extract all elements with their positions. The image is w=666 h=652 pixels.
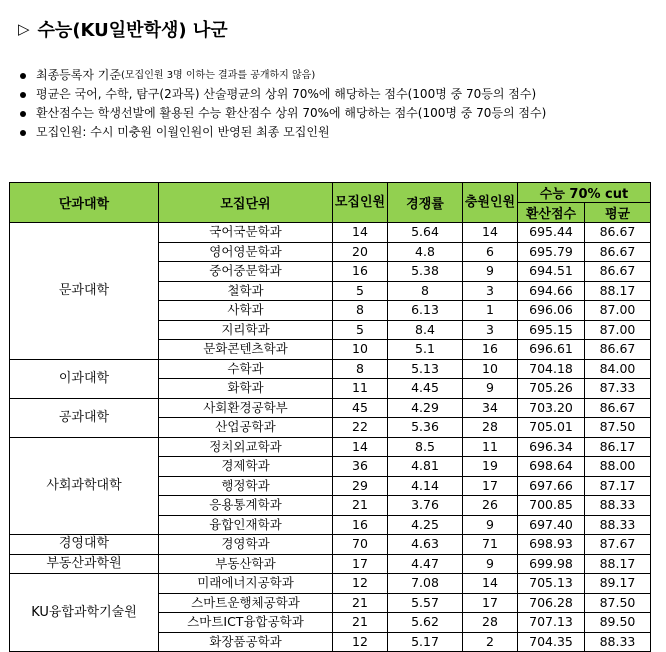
converted-score-cell: 705.01 <box>518 418 585 438</box>
page-title-text: 수능(KU일반학생) 나군 <box>37 20 228 41</box>
competition-cell: 3.76 <box>388 496 463 516</box>
average-cell: 88.17 <box>585 554 651 574</box>
competition-cell: 7.08 <box>388 574 463 594</box>
quota-cell: 36 <box>333 457 388 477</box>
header-quota: 모집인원 <box>333 183 388 223</box>
unit-cell: 부동산학과 <box>159 554 333 574</box>
converted-score-cell: 698.64 <box>518 457 585 477</box>
header-competition: 경쟁률 <box>388 183 463 223</box>
converted-score-cell: 707.13 <box>518 613 585 633</box>
converted-score-cell: 696.61 <box>518 340 585 360</box>
quota-cell: 8 <box>333 359 388 379</box>
note-text: 환산점수는 학생선발에 활용된 수능 환산점수 상위 70%에 해당하는 점수(100명 중 70등의 점수) <box>36 106 547 120</box>
competition-cell: 5.64 <box>388 223 463 243</box>
unit-cell: 미래에너지공학과 <box>159 574 333 594</box>
converted-score-cell: 704.35 <box>518 632 585 652</box>
converted-score-cell: 696.34 <box>518 437 585 457</box>
competition-cell: 4.47 <box>388 554 463 574</box>
average-cell: 86.67 <box>585 223 651 243</box>
table-row <box>10 398 651 418</box>
competition-cell: 5.62 <box>388 613 463 633</box>
converted-score-cell: 695.44 <box>518 223 585 243</box>
quota-cell: 20 <box>333 242 388 262</box>
college-cell: 부동산과학원 <box>10 554 159 574</box>
converted-score-cell: 699.98 <box>518 554 585 574</box>
table-body <box>10 223 651 652</box>
added-cell: 14 <box>463 223 518 243</box>
converted-score-cell: 705.13 <box>518 574 585 594</box>
quota-cell: 14 <box>333 223 388 243</box>
note-small-text: (모집인원 3명 이하는 결과를 공개하지 않음) <box>120 70 316 81</box>
average-cell: 87.00 <box>585 301 651 321</box>
average-cell: 86.67 <box>585 340 651 360</box>
average-cell: 86.67 <box>585 398 651 418</box>
table-row <box>10 574 651 594</box>
average-cell: 87.50 <box>585 418 651 438</box>
quota-cell: 8 <box>333 301 388 321</box>
added-cell: 16 <box>463 340 518 360</box>
unit-cell: 철학과 <box>159 281 333 301</box>
competition-cell: 5.17 <box>388 632 463 652</box>
added-cell: 9 <box>463 262 518 282</box>
added-cell: 1 <box>463 301 518 321</box>
unit-cell: 수학과 <box>159 359 333 379</box>
converted-score-cell: 694.51 <box>518 262 585 282</box>
header-converted: 환산점수 <box>518 203 585 223</box>
table-row <box>10 437 651 457</box>
quota-cell: 10 <box>333 340 388 360</box>
header-cut: 수능 70% cut <box>518 183 651 203</box>
added-cell: 10 <box>463 359 518 379</box>
added-cell: 3 <box>463 281 518 301</box>
competition-cell: 5.57 <box>388 593 463 613</box>
competition-cell: 5.38 <box>388 262 463 282</box>
competition-cell: 4.63 <box>388 535 463 555</box>
average-cell: 84.00 <box>585 359 651 379</box>
note-text: 모집인원: 수시 미충원 이월인원이 반영된 최종 모집인원 <box>36 125 330 139</box>
added-cell: 71 <box>463 535 518 555</box>
unit-cell: 응용통계학과 <box>159 496 333 516</box>
quota-cell: 16 <box>333 515 388 535</box>
unit-cell: 경제학과 <box>159 457 333 477</box>
converted-score-cell: 703.20 <box>518 398 585 418</box>
quota-cell: 70 <box>333 535 388 555</box>
college-cell: KU융합과학기술원 <box>10 574 159 652</box>
competition-cell: 5.36 <box>388 418 463 438</box>
converted-score-cell: 704.18 <box>518 359 585 379</box>
table-row <box>10 535 651 555</box>
quota-cell: 12 <box>333 574 388 594</box>
note-item <box>20 104 546 123</box>
unit-cell: 지리학과 <box>159 320 333 340</box>
average-cell: 89.50 <box>585 613 651 633</box>
competition-cell: 4.29 <box>388 398 463 418</box>
competition-cell: 4.25 <box>388 515 463 535</box>
unit-cell: 경영학과 <box>159 535 333 555</box>
admission-results-table <box>9 182 651 652</box>
added-cell: 6 <box>463 242 518 262</box>
quota-cell: 17 <box>333 554 388 574</box>
added-cell: 34 <box>463 398 518 418</box>
unit-cell: 화학과 <box>159 379 333 399</box>
converted-score-cell: 700.85 <box>518 496 585 516</box>
competition-cell: 5.1 <box>388 340 463 360</box>
competition-cell: 4.81 <box>388 457 463 477</box>
table-row <box>10 359 651 379</box>
converted-score-cell: 696.06 <box>518 301 585 321</box>
triangle-marker-icon: ▷ <box>18 20 30 38</box>
average-cell: 88.17 <box>585 281 651 301</box>
unit-cell: 사회환경공학부 <box>159 398 333 418</box>
unit-cell: 융합인재학과 <box>159 515 333 535</box>
college-cell: 공과대학 <box>10 398 159 437</box>
competition-cell: 6.13 <box>388 301 463 321</box>
added-cell: 28 <box>463 418 518 438</box>
quota-cell: 45 <box>333 398 388 418</box>
competition-cell: 8.4 <box>388 320 463 340</box>
quota-cell: 5 <box>333 320 388 340</box>
converted-score-cell: 698.93 <box>518 535 585 555</box>
converted-score-cell: 697.40 <box>518 515 585 535</box>
quota-cell: 21 <box>333 496 388 516</box>
competition-cell: 8 <box>388 281 463 301</box>
note-text: 최종등록자 기준 <box>36 68 121 82</box>
unit-cell: 행정학과 <box>159 476 333 496</box>
added-cell: 17 <box>463 476 518 496</box>
college-cell: 사회과학대학 <box>10 437 159 535</box>
header-added: 충원인원 <box>463 183 518 223</box>
notes-list <box>20 66 546 142</box>
bullet-icon <box>20 130 26 136</box>
average-cell: 87.17 <box>585 476 651 496</box>
quota-cell: 5 <box>333 281 388 301</box>
note-item <box>20 66 546 85</box>
unit-cell: 화장품공학과 <box>159 632 333 652</box>
added-cell: 11 <box>463 437 518 457</box>
added-cell: 9 <box>463 554 518 574</box>
added-cell: 26 <box>463 496 518 516</box>
average-cell: 88.33 <box>585 515 651 535</box>
competition-cell: 5.13 <box>388 359 463 379</box>
unit-cell: 사학과 <box>159 301 333 321</box>
college-cell: 이과대학 <box>10 359 159 398</box>
bullet-icon <box>20 73 26 79</box>
average-cell: 88.33 <box>585 496 651 516</box>
unit-cell: 중어중문학과 <box>159 262 333 282</box>
quota-cell: 11 <box>333 379 388 399</box>
average-cell: 88.33 <box>585 632 651 652</box>
quota-cell: 21 <box>333 593 388 613</box>
added-cell: 17 <box>463 593 518 613</box>
note-text: 평균은 국어, 수학, 탐구(2과목) 산술평균의 상위 70%에 해당하는 점수(100명 중 70등의 점수) <box>36 87 537 101</box>
average-cell: 89.17 <box>585 574 651 594</box>
converted-score-cell: 695.79 <box>518 242 585 262</box>
table-row <box>10 554 651 574</box>
unit-cell: 정치외교학과 <box>159 437 333 457</box>
average-cell: 86.17 <box>585 437 651 457</box>
added-cell: 9 <box>463 379 518 399</box>
unit-cell: 문화콘텐츠학과 <box>159 340 333 360</box>
table-row <box>10 223 651 243</box>
unit-cell: 스마트ICT융합공학과 <box>159 613 333 633</box>
average-cell: 88.00 <box>585 457 651 477</box>
quota-cell: 21 <box>333 613 388 633</box>
note-item <box>20 123 546 142</box>
added-cell: 9 <box>463 515 518 535</box>
average-cell: 86.67 <box>585 242 651 262</box>
converted-score-cell: 706.28 <box>518 593 585 613</box>
bullet-icon <box>20 111 26 117</box>
unit-cell: 영어영문학과 <box>159 242 333 262</box>
page-title <box>18 16 228 42</box>
added-cell: 2 <box>463 632 518 652</box>
competition-cell: 4.14 <box>388 476 463 496</box>
unit-cell: 국어국문학과 <box>159 223 333 243</box>
converted-score-cell: 695.15 <box>518 320 585 340</box>
added-cell: 14 <box>463 574 518 594</box>
quota-cell: 14 <box>333 437 388 457</box>
average-cell: 87.33 <box>585 379 651 399</box>
added-cell: 28 <box>463 613 518 633</box>
note-item <box>20 85 546 104</box>
quota-cell: 22 <box>333 418 388 438</box>
converted-score-cell: 705.26 <box>518 379 585 399</box>
college-cell: 문과대학 <box>10 223 159 360</box>
competition-cell: 4.8 <box>388 242 463 262</box>
competition-cell: 8.5 <box>388 437 463 457</box>
average-cell: 87.00 <box>585 320 651 340</box>
average-cell: 87.67 <box>585 535 651 555</box>
quota-cell: 12 <box>333 632 388 652</box>
average-cell: 87.50 <box>585 593 651 613</box>
unit-cell: 산업공학과 <box>159 418 333 438</box>
added-cell: 19 <box>463 457 518 477</box>
competition-cell: 4.45 <box>388 379 463 399</box>
header-average: 평균 <box>585 203 651 223</box>
average-cell: 86.67 <box>585 262 651 282</box>
added-cell: 3 <box>463 320 518 340</box>
quota-cell: 29 <box>333 476 388 496</box>
bullet-icon <box>20 92 26 98</box>
college-cell: 경영대학 <box>10 535 159 555</box>
quota-cell: 16 <box>333 262 388 282</box>
converted-score-cell: 694.66 <box>518 281 585 301</box>
header-unit: 모집단위 <box>159 183 333 223</box>
converted-score-cell: 697.66 <box>518 476 585 496</box>
unit-cell: 스마트운행체공학과 <box>159 593 333 613</box>
header-college: 단과대학 <box>10 183 159 223</box>
